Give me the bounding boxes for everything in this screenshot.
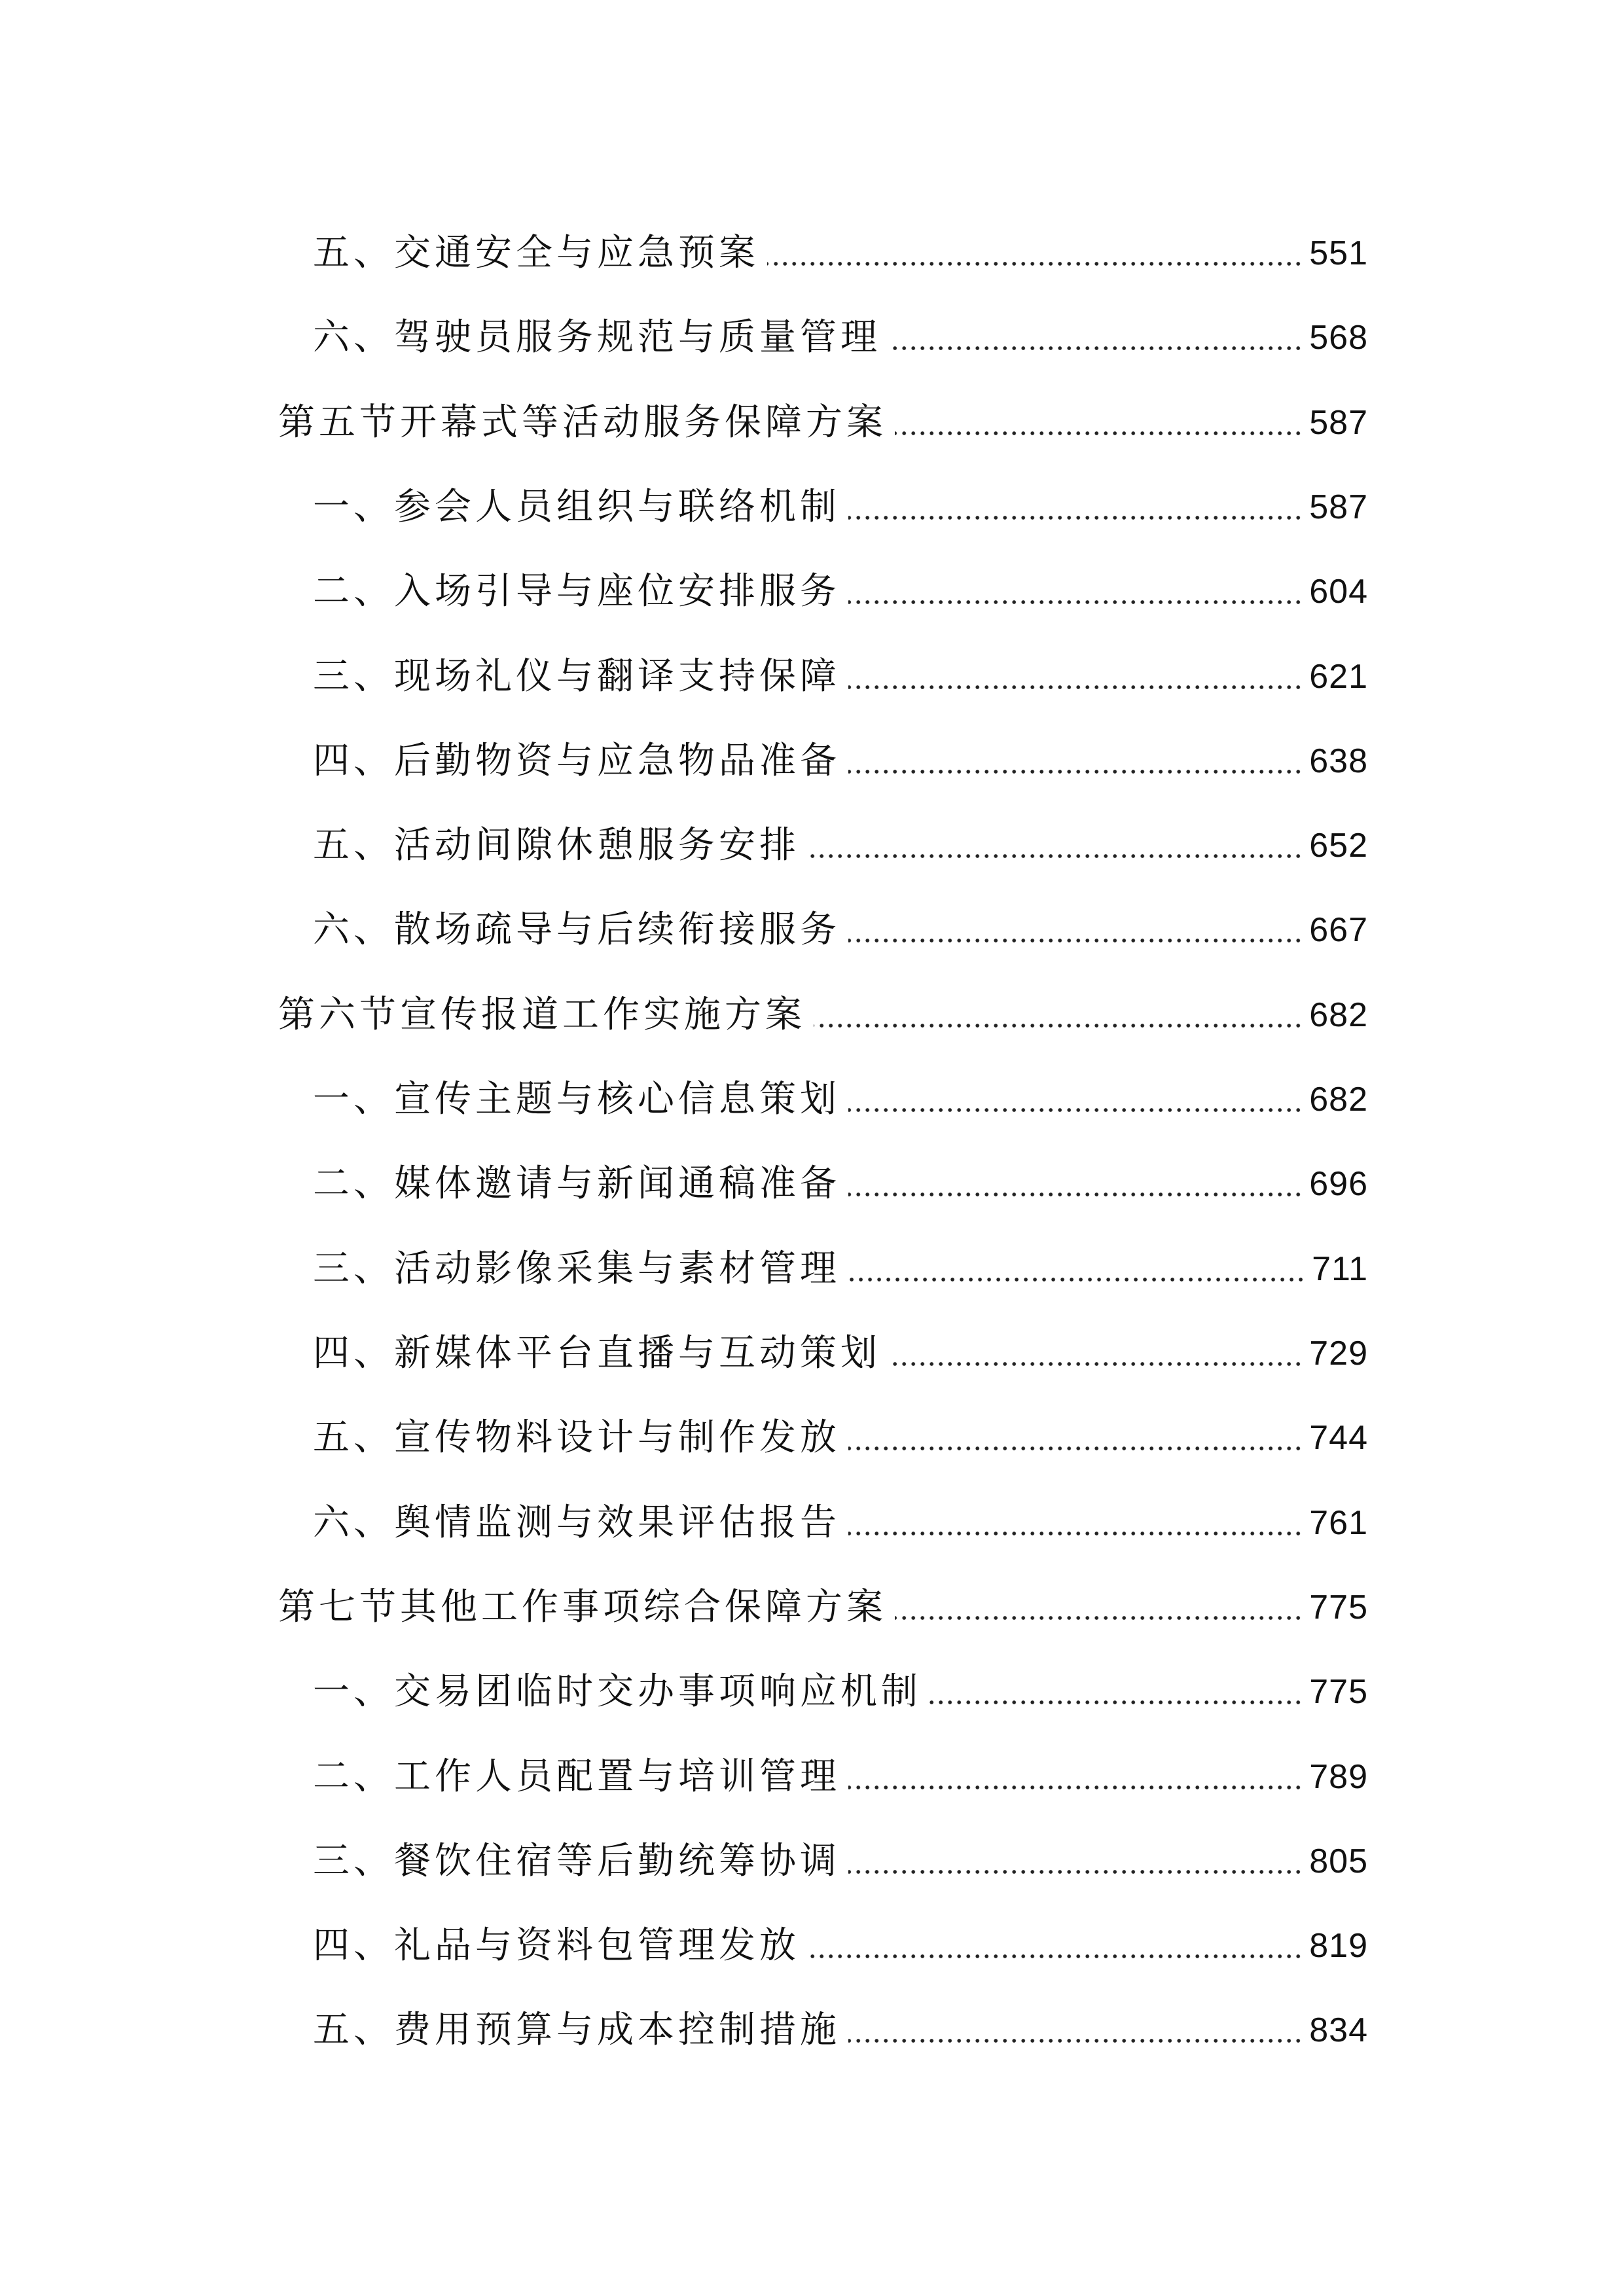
dot-leader xyxy=(848,516,1303,520)
toc-entry[interactable] xyxy=(0,1988,1624,2053)
dot-leader xyxy=(895,431,1303,435)
toc-section-entry[interactable] xyxy=(0,380,1624,446)
toc-entry[interactable] xyxy=(0,1141,1624,1207)
toc-entry-title: 五、交通安全与应急预案 xyxy=(313,232,759,274)
dot-leader xyxy=(848,685,1303,689)
dot-leader xyxy=(889,346,1303,350)
toc-entry-page: 638 xyxy=(1309,742,1368,780)
dot-leader xyxy=(848,1278,1305,1282)
dot-leader xyxy=(848,1785,1303,1789)
toc-entry[interactable] xyxy=(0,1649,1624,1715)
dot-leader xyxy=(848,1870,1303,1874)
toc-entry[interactable] xyxy=(0,1057,1624,1122)
toc-entry-page: 568 xyxy=(1309,319,1368,357)
toc-entry-title: 四、礼品与资料包管理发放 xyxy=(313,1924,800,1967)
dot-leader xyxy=(848,1108,1303,1112)
toc-entry-page: 604 xyxy=(1309,573,1368,611)
toc-entry-page: 729 xyxy=(1309,1335,1368,1372)
toc-entry-page: 682 xyxy=(1309,996,1368,1034)
toc-entry[interactable] xyxy=(0,888,1624,953)
toc-entry-title: 二、入场引导与座位安排服务 xyxy=(313,570,840,613)
toc-entry-title: 一、宣传主题与核心信息策划 xyxy=(313,1078,840,1121)
dot-leader xyxy=(848,1446,1303,1450)
toc-entry-title: 三、餐饮住宿等后勤统筹协调 xyxy=(313,1840,840,1882)
toc-entry[interactable] xyxy=(0,719,1624,784)
toc-section-entry[interactable] xyxy=(0,973,1624,1038)
toc-entry-title: 五、费用预算与成本控制措施 xyxy=(313,2009,840,2051)
toc-entry-title: 三、现场礼仪与翻译支持保障 xyxy=(313,655,840,698)
toc-entry-page: 805 xyxy=(1309,1842,1368,1880)
toc-entry-page: 587 xyxy=(1309,404,1368,442)
dot-leader xyxy=(929,1700,1303,1704)
toc-entry-page: 551 xyxy=(1309,234,1368,272)
toc-entry[interactable] xyxy=(0,465,1624,530)
toc-entry-page: 652 xyxy=(1309,827,1368,865)
toc-section-entry[interactable] xyxy=(0,1565,1624,1630)
dot-leader xyxy=(814,1024,1303,1028)
toc-entry[interactable] xyxy=(0,1227,1624,1292)
toc-entry-page: 682 xyxy=(1309,1081,1368,1119)
toc-entry-page: 667 xyxy=(1309,911,1368,949)
toc-entry-page: 696 xyxy=(1309,1165,1368,1203)
dot-leader xyxy=(808,854,1303,858)
toc-entry-title: 二、工作人员配置与培训管理 xyxy=(313,1755,840,1798)
dot-leader xyxy=(808,1954,1303,1958)
toc-entry-page: 621 xyxy=(1309,658,1368,696)
toc-section-title: 第五节开幕式等活动服务保障方案 xyxy=(278,401,887,444)
dot-leader xyxy=(848,600,1303,604)
dot-leader xyxy=(848,939,1303,942)
toc-entry[interactable] xyxy=(0,1395,1624,1461)
toc-entry-title: 三、活动影像采集与素材管理 xyxy=(313,1247,840,1290)
toc-entry-title: 四、新媒体平台直播与互动策划 xyxy=(313,1332,881,1374)
toc-entry-title: 四、后勤物资与应急物品准备 xyxy=(313,740,840,782)
toc-entry-page: 587 xyxy=(1309,488,1368,526)
toc-entry-title: 六、舆情监测与效果评估报告 xyxy=(313,1501,840,1544)
toc-entry[interactable] xyxy=(0,1734,1624,1800)
toc-entry[interactable] xyxy=(0,803,1624,869)
toc-entry-page: 775 xyxy=(1309,1673,1368,1711)
toc-entry-page: 744 xyxy=(1309,1419,1368,1457)
toc-entry-page: 819 xyxy=(1309,1927,1368,1965)
toc-section-title: 第六节宣传报道工作实施方案 xyxy=(278,994,806,1036)
toc-entry-page: 711 xyxy=(1312,1250,1368,1288)
toc-entry-title: 六、驾驶员服务规范与质量管理 xyxy=(313,316,881,359)
toc-section-title: 第七节其他工作事项综合保障方案 xyxy=(278,1586,887,1628)
toc-entry-title: 六、散场疏导与后续衔接服务 xyxy=(313,908,840,951)
dot-leader xyxy=(848,1193,1303,1196)
dot-leader xyxy=(848,770,1303,774)
toc-entry-page: 775 xyxy=(1309,1588,1368,1626)
toc-entry[interactable] xyxy=(0,1311,1624,1376)
toc-entry-title: 二、媒体邀请与新闻通稿准备 xyxy=(313,1162,840,1205)
toc-entry-title: 五、活动间隙休憩服务安排 xyxy=(313,824,800,867)
toc-entry-title: 一、参会人员组织与联络机制 xyxy=(313,486,840,528)
toc-entry-title: 一、交易团临时交办事项响应机制 xyxy=(313,1670,922,1713)
dot-leader xyxy=(895,1616,1303,1620)
dot-leader xyxy=(848,1532,1303,1535)
toc-entry-page: 834 xyxy=(1309,2011,1368,2049)
dot-leader xyxy=(767,262,1303,266)
toc-entry-page: 789 xyxy=(1309,1758,1368,1796)
toc-entry[interactable] xyxy=(0,211,1624,276)
dot-leader xyxy=(848,2039,1303,2043)
toc-entry-page: 761 xyxy=(1309,1504,1368,1542)
toc-entry-title: 五、宣传物料设计与制作发放 xyxy=(313,1416,840,1459)
toc-entry[interactable] xyxy=(0,295,1624,361)
toc-entry[interactable] xyxy=(0,1480,1624,1546)
toc-entry[interactable] xyxy=(0,1819,1624,1884)
dot-leader xyxy=(889,1362,1303,1366)
toc-entry[interactable] xyxy=(0,1903,1624,1969)
toc-entry[interactable] xyxy=(0,549,1624,615)
toc-entry[interactable] xyxy=(0,634,1624,700)
